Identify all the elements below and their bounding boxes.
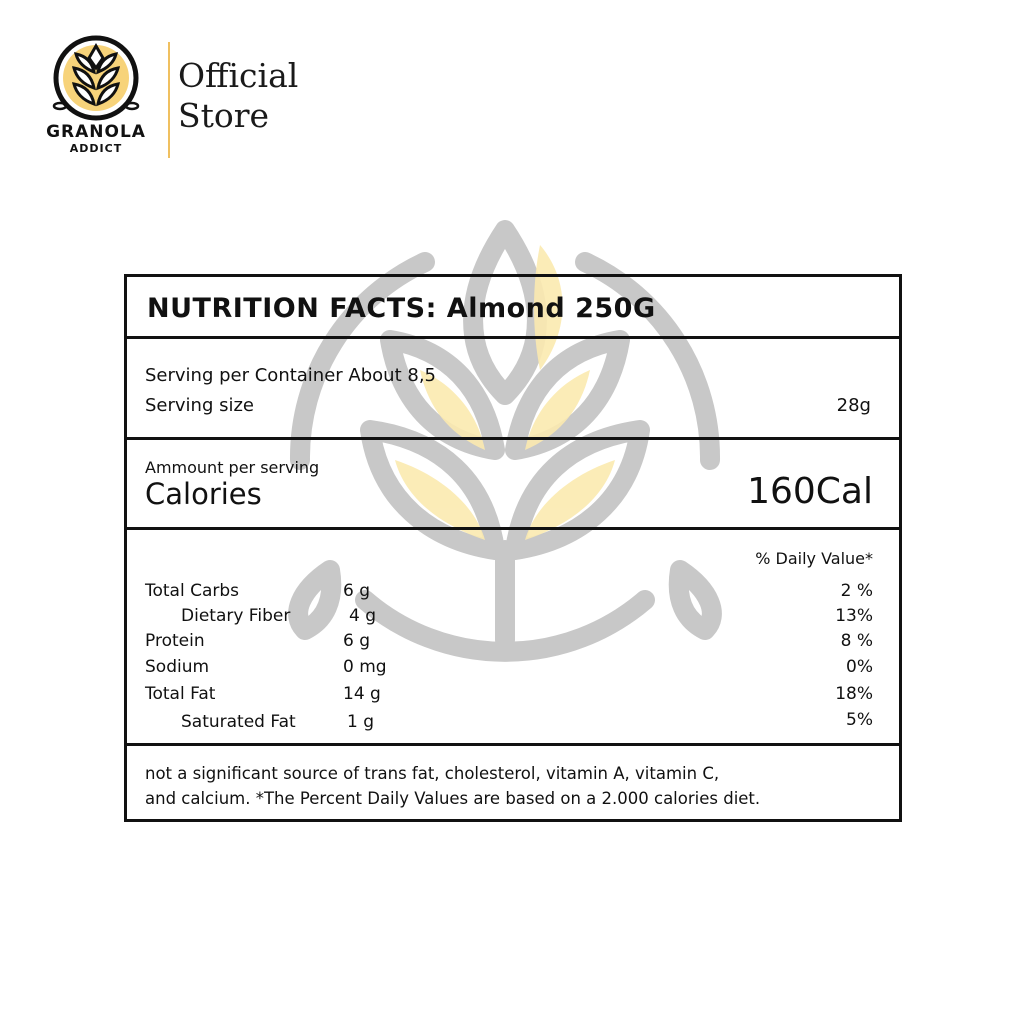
footnote-line1: not a significant source of trans fat, cholesterol, vitamin A, vitamin C, bbox=[145, 764, 720, 783]
nutrient-daily-value: 18% bbox=[835, 684, 873, 704]
serving-size-value: 28g bbox=[836, 395, 871, 416]
nutrient-name: Saturated Fat bbox=[181, 712, 296, 732]
granola-addict-logo bbox=[40, 28, 160, 156]
store-line1: Official bbox=[178, 56, 299, 95]
footnote-line2: and calcium. *The Percent Daily Values are based on a 2.000 calories diet. bbox=[145, 789, 761, 808]
nutrient-amount: 6 g bbox=[343, 631, 371, 651]
store-line2: Store bbox=[178, 96, 270, 135]
nutrient-name: Total Fat bbox=[145, 684, 216, 704]
divider bbox=[127, 743, 899, 746]
logo-text-bottom: ADDICT bbox=[69, 142, 123, 155]
nutrition-facts-panel bbox=[124, 274, 902, 822]
nutrient-daily-value: 5% bbox=[846, 710, 873, 730]
amount-per-serving-label: Ammount per serving bbox=[145, 458, 320, 477]
nutrient-amount: 4 g bbox=[349, 606, 377, 626]
nutrient-amount: 1 g bbox=[347, 712, 375, 732]
nutrient-amount: 6 g bbox=[343, 581, 371, 601]
nutrient-name: Sodium bbox=[145, 657, 210, 677]
nutrient-name: Total Carbs bbox=[145, 581, 240, 601]
daily-value-header: % Daily Value* bbox=[755, 549, 873, 568]
serving-container-value: 8,5 bbox=[407, 365, 437, 386]
nutrient-name: Protein bbox=[145, 631, 205, 651]
logo-text-top: GRANOLA bbox=[46, 122, 146, 142]
serving-size-label: Serving size bbox=[145, 395, 255, 416]
nutrient-daily-value: 2 % bbox=[840, 581, 873, 601]
store-label bbox=[178, 56, 298, 136]
nutrient-daily-value: 13% bbox=[835, 606, 873, 626]
divider bbox=[127, 437, 899, 440]
nutrient-daily-value: 8 % bbox=[840, 631, 873, 651]
nutrient-amount: 14 g bbox=[343, 684, 381, 704]
brand-header bbox=[40, 28, 340, 158]
calories-value: 160Cal bbox=[747, 471, 873, 512]
serving-container-label: Serving per Container About bbox=[145, 365, 402, 386]
header-divider bbox=[168, 42, 170, 158]
nutrient-daily-value: 0% bbox=[846, 657, 873, 677]
serving-container bbox=[145, 365, 436, 386]
nutrient-name: Dietary Fiber bbox=[181, 606, 291, 626]
calories-label: Calories bbox=[145, 477, 262, 511]
panel-title: NUTRITION FACTS: Almond 250G bbox=[147, 293, 656, 324]
divider bbox=[127, 527, 899, 530]
divider bbox=[127, 336, 899, 339]
nutrient-amount: 0 mg bbox=[343, 657, 387, 677]
